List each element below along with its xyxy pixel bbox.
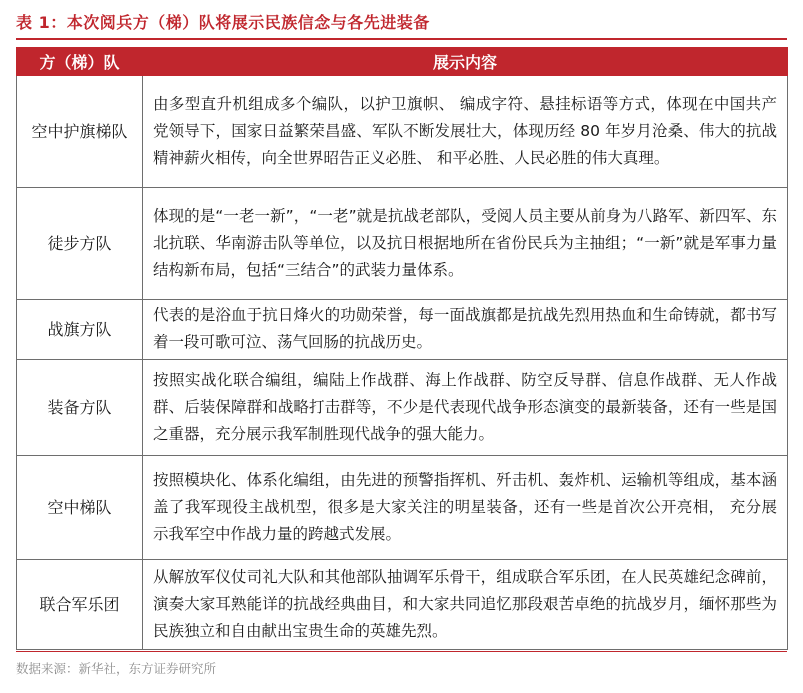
showcase-table bbox=[16, 47, 788, 650]
table-row bbox=[17, 360, 788, 456]
table-row bbox=[17, 560, 788, 650]
content-cell: 按照模块化、体系化编组，由先进的预警指挥机、歼击机、轰炸机、运输机等组成，基本涵盖了我军现役主战机型，很多是大家关注的明星装备，还有一些是首次公开亮相， 充分展示我军空中作战力量的跨越式发展。 bbox=[143, 456, 788, 560]
table-row bbox=[17, 456, 788, 560]
team-cell: 装备方队 bbox=[17, 360, 143, 456]
table-title: 表 1：本次阅兵方（梯）队将展示民族信念与各先进装备 bbox=[16, 13, 430, 32]
content-cell: 体现的是“一老一新”，“一老”就是抗战老部队，受阅人员主要从前身为八路军、新四军、东北抗联、华南游击队等单位，以及抗日根据地所在省份民兵为主抽组；“一新”就是军事力量结构新布局，包括“三结合”的武装力量体系。 bbox=[143, 188, 788, 300]
data-source-note: 数据来源：新华社，东方证券研究所 bbox=[16, 661, 217, 676]
table-header-row bbox=[17, 48, 788, 76]
footer-divider bbox=[16, 651, 787, 652]
content-cell: 按照实战化联合编组，编陆上作战群、海上作战群、防空反导群、信息作战群、无人作战群、后装保障群和战略打击群等，不少是代表现代战争形态演变的最新装备，还有一些是国之重器，充分展示我军制胜现代战争的强大能力。 bbox=[143, 360, 788, 456]
team-cell: 空中梯队 bbox=[17, 456, 143, 560]
team-cell: 联合军乐团 bbox=[17, 560, 143, 650]
table-row bbox=[17, 76, 788, 188]
content-cell: 由多型直升机组成多个编队，以护卫旗帜、 编成字符、悬挂标语等方式，体现在中国共产党领导下，国家日益繁荣昌盛、军队不断发展壮大，体现历经 80 年岁月沧桑、伟大的抗战精神薪火相传，向全世界昭告正义必胜、 和平必胜、人民必胜的伟大真理。 bbox=[143, 76, 788, 188]
title-divider bbox=[16, 38, 787, 40]
header-team: 方（梯）队 bbox=[17, 48, 143, 76]
header-content: 展示内容 bbox=[143, 48, 788, 76]
content-cell: 从解放军仪仗司礼大队和其他部队抽调军乐骨干，组成联合军乐团，在人民英雄纪念碑前，演奏大家耳熟能详的抗战经典曲目，和大家共同追忆那段艰苦卓绝的抗战岁月，缅怀那些为民族独立和自由献出宝贵生命的英雄先烈。 bbox=[143, 560, 788, 650]
table-row bbox=[17, 300, 788, 360]
team-cell: 空中护旗梯队 bbox=[17, 76, 143, 188]
table-row bbox=[17, 188, 788, 300]
team-cell: 战旗方队 bbox=[17, 300, 143, 360]
team-cell: 徒步方队 bbox=[17, 188, 143, 300]
content-cell: 代表的是浴血于抗日烽火的功勋荣誉，每一面战旗都是抗战先烈用热血和生命铸就，都书写着一段可歌可泣、荡气回肠的抗战历史。 bbox=[143, 300, 788, 360]
